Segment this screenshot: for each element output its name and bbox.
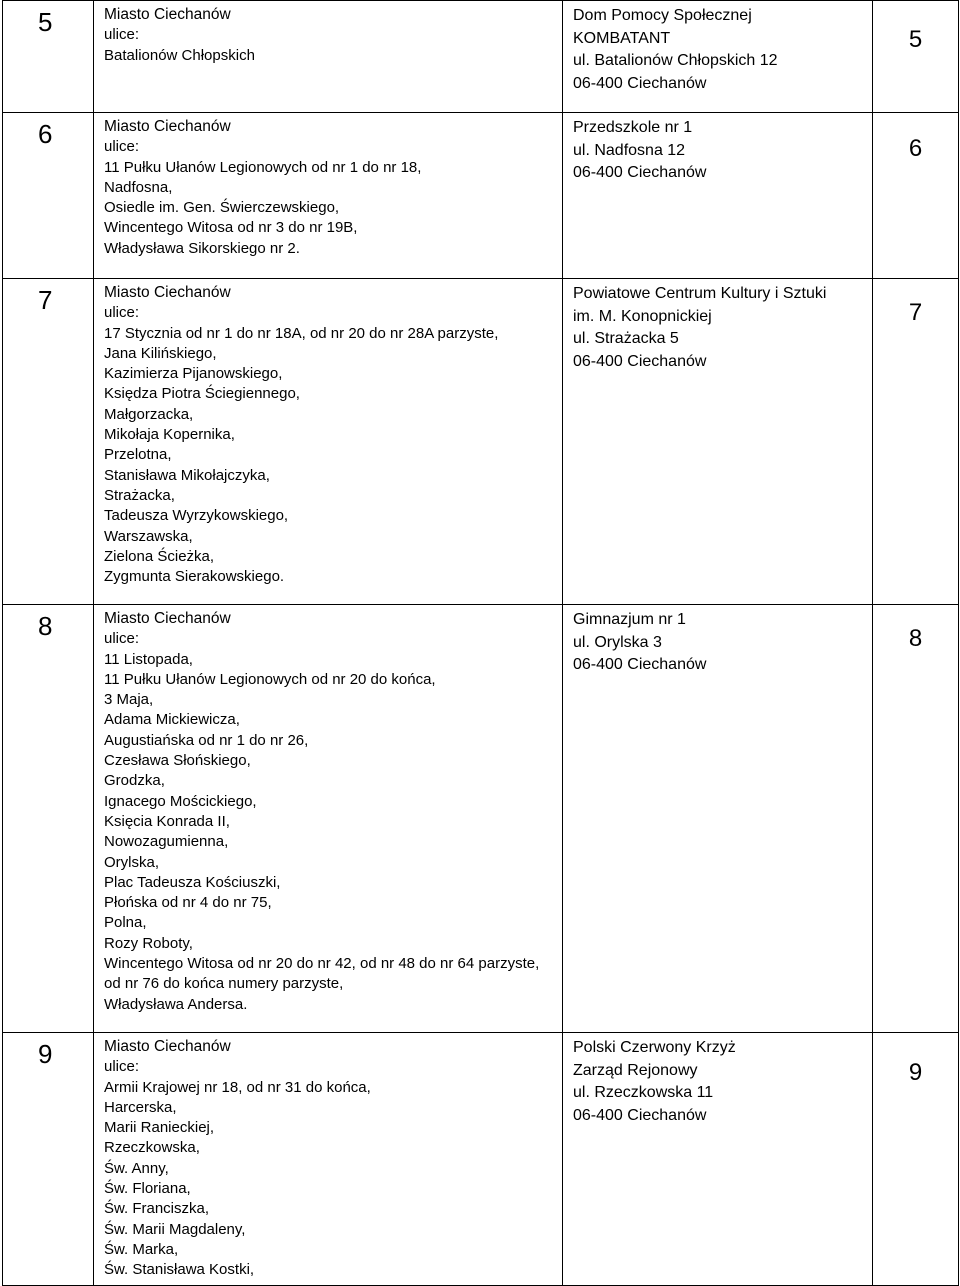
street-item: Marii Ranieckiej, (104, 1119, 215, 1137)
street-item: Św. Franciszka, (104, 1200, 210, 1218)
institution-cell (563, 113, 873, 279)
street-item: Rzeczkowska, (104, 1139, 200, 1157)
street-item: Czesława Słońskiego, (104, 752, 251, 770)
street-item: Zygmunta Sierakowskiego. (104, 568, 285, 586)
row-number: 8 (3, 605, 94, 1033)
street-item: Orylska, (104, 853, 160, 871)
row-number: 9 (3, 1033, 94, 1286)
table-row (3, 113, 959, 279)
street-item: Tadeusza Wyrzykowskiego, (104, 507, 289, 525)
institution-line: 06-400 Ciechanów (573, 352, 707, 370)
institution-line: 06-400 Ciechanów (573, 164, 707, 182)
street-item: Nadfosna, (104, 178, 173, 196)
street-item: Adama Mickiewicza, (104, 711, 240, 729)
city-name: Miasto Ciechanów (104, 6, 231, 23)
institution-line: Przedszkole nr 1 (573, 119, 693, 136)
street-item: Warszawska, (104, 527, 193, 545)
institution-line: Polski Czerwony Krzyż (573, 1039, 736, 1056)
streets-label: ulice: (104, 1058, 140, 1076)
street-item: Władysława Sikorskiego nr 2. (104, 239, 300, 257)
table-row (3, 1033, 959, 1286)
street-item: 17 Stycznia od nr 1 do nr 18A, od nr 20 do nr 28A parzyste, (104, 324, 499, 342)
institution-cell (563, 1033, 873, 1286)
street-item: Św. Floriana, (104, 1180, 191, 1198)
street-item: 11 Pułku Ułanów Legionowych od nr 1 do nr 18, (104, 158, 422, 176)
city-name: Miasto Ciechanów (104, 610, 231, 627)
table-row (3, 605, 959, 1033)
table-body (3, 1, 959, 1286)
institution-line: 06-400 Ciechanów (573, 656, 707, 674)
institution-line: 06-400 Ciechanów (573, 1106, 707, 1124)
streets-label: ulice: (104, 304, 140, 322)
street-item: Augustiańska od nr 1 do nr 26, (104, 731, 309, 749)
institution-cell (563, 1, 873, 113)
street-item: Św. Marii Magdaleny, (104, 1220, 246, 1238)
street-item: Św. Anny, (104, 1159, 169, 1177)
streets-cell (94, 113, 563, 279)
streets-label: ulice: (104, 26, 140, 44)
institution-line: Zarząd Rejonowy (573, 1061, 698, 1079)
row-number: 6 (3, 113, 94, 279)
district-table (2, 0, 959, 1286)
institution-cell (563, 605, 873, 1033)
street-item: Grodzka, (104, 772, 165, 790)
streets-cell (94, 1033, 563, 1286)
city-name: Miasto Ciechanów (104, 284, 231, 301)
street-item: Harcerska, (104, 1098, 177, 1116)
institution-line: ul. Batalionów Chłopskich 12 (573, 52, 778, 70)
right-number: 6 (873, 113, 959, 279)
street-item: Przelotna, (104, 446, 172, 464)
streets-cell (94, 1, 563, 113)
street-item: Kazimierza Pijanowskiego, (104, 365, 283, 383)
city-name: Miasto Ciechanów (104, 118, 231, 135)
street-item: Władysława Andersa. (104, 995, 248, 1013)
institution-line: Powiatowe Centrum Kultury i Sztuki (573, 285, 827, 302)
street-item: Strażacka, (104, 486, 175, 504)
street-item: Batalionów Chłopskich (104, 46, 255, 64)
institution-cell (563, 279, 873, 605)
street-item: Ignacego Mościckiego, (104, 792, 257, 810)
street-item: Osiedle im. Gen. Świerczewskiego, (104, 199, 340, 217)
street-item: Polna, (104, 914, 147, 932)
street-item: Plac Tadeusza Kościuszki, (104, 873, 281, 891)
street-item: Zielona Ścieżka, (104, 547, 215, 565)
institution-line: ul. Rzeczkowska 11 (573, 1084, 714, 1102)
street-item: Nowozagumienna, (104, 833, 229, 851)
street-item: Wincentego Witosa od nr 3 do nr 19B, (104, 219, 358, 237)
right-number: 7 (873, 279, 959, 605)
street-item: 11 Listopada, (104, 650, 193, 668)
right-number: 8 (873, 605, 959, 1033)
street-item: Św. Stanisława Kostki, (104, 1261, 255, 1279)
institution-line: Dom Pomocy Społecznej (573, 7, 752, 24)
street-item: 11 Pułku Ułanów Legionowych od nr 20 do końca, (104, 670, 436, 688)
street-item: Jana Kilińskiego, (104, 344, 217, 362)
institution-line: ul. Orylska 3 (573, 633, 662, 651)
streets-label: ulice: (104, 630, 140, 648)
street-item: Stanisława Mikołajczyka, (104, 466, 270, 484)
right-number: 5 (873, 1, 959, 113)
institution-line: KOMBATANT (573, 29, 671, 47)
street-item: Płońska od nr 4 do nr 75, (104, 894, 272, 912)
streets-cell (94, 279, 563, 605)
right-number: 9 (873, 1033, 959, 1286)
streets-label: ulice: (104, 138, 140, 156)
street-item: Księdza Piotra Ściegiennego, (104, 385, 300, 403)
institution-line: im. M. Konopnickiej (573, 307, 712, 325)
institution-line: ul. Strażacka 5 (573, 330, 679, 348)
street-item: Wincentego Witosa od nr 20 do nr 42, od nr 48 do nr 64 parzyste, (104, 955, 540, 973)
street-item: Rozy Roboty, (104, 934, 193, 952)
streets-cell (94, 605, 563, 1033)
street-item: Armii Krajowej nr 18, od nr 31 do końca, (104, 1078, 371, 1096)
street-item: Małgorzacka, (104, 405, 194, 423)
city-name: Miasto Ciechanów (104, 1038, 231, 1055)
street-item: Mikołaja Kopernika, (104, 426, 235, 444)
row-number: 7 (3, 279, 94, 605)
table-row (3, 1, 959, 113)
institution-line: 06-400 Ciechanów (573, 74, 707, 92)
street-item: od nr 76 do końca numery parzyste, (104, 975, 344, 993)
institution-line: ul. Nadfosna 12 (573, 141, 686, 159)
institution-line: Gimnazjum nr 1 (573, 611, 686, 628)
table-row (3, 279, 959, 605)
row-number: 5 (3, 1, 94, 113)
street-item: Św. Marka, (104, 1240, 179, 1258)
street-item: 3 Maja, (104, 691, 154, 709)
street-item: Księcia Konrada II, (104, 812, 230, 830)
